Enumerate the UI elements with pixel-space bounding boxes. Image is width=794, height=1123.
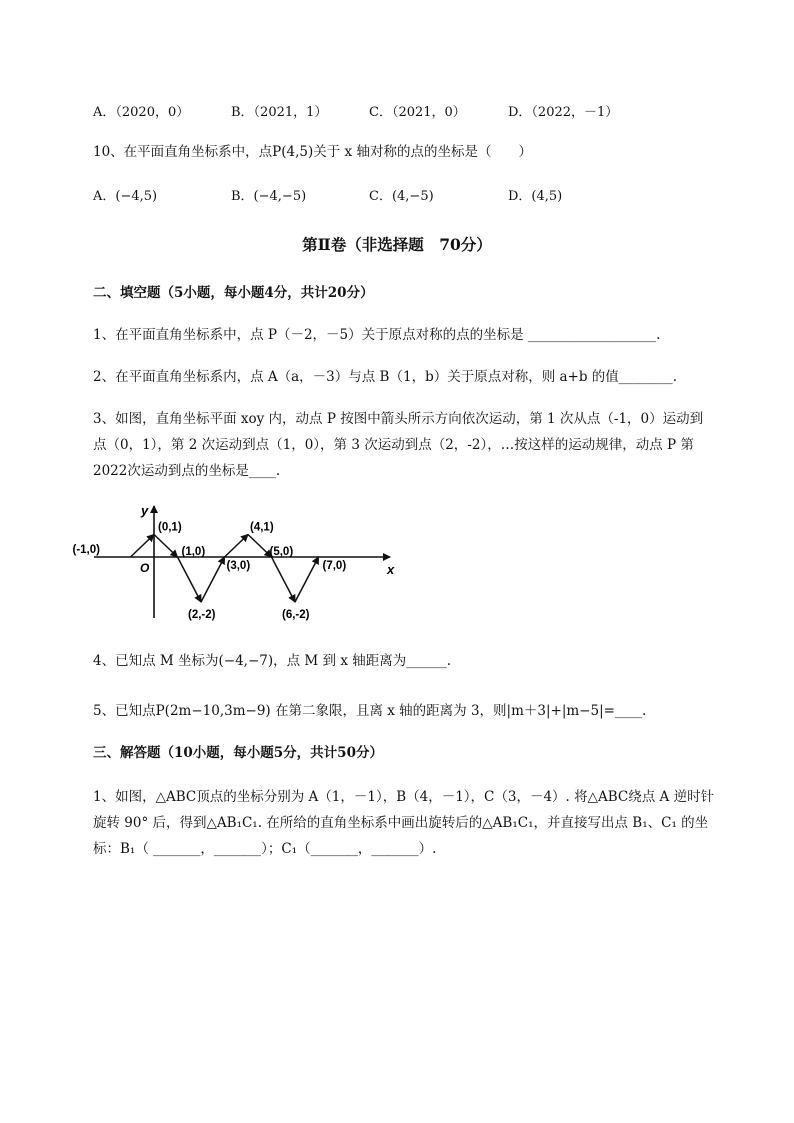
y-axis-label: y bbox=[141, 503, 149, 518]
point-label: (1,0) bbox=[181, 546, 206, 558]
q10-option-c: C．(4,−5) bbox=[369, 189, 434, 204]
q9-option-d: D．（2022，－1） bbox=[508, 105, 619, 120]
q10-stem: 10、在平面直角坐标系中，点P(4,5)关于 x 轴对称的点的坐标是（ ） bbox=[93, 144, 532, 160]
answer-section-header: 三、解答题（10小题，每小题5分，共计50分） bbox=[93, 745, 383, 761]
point-label: (2,-2) bbox=[188, 609, 216, 621]
path-segment bbox=[225, 535, 249, 558]
path-segment bbox=[272, 557, 296, 602]
q9-option-a: A．（2020，0） bbox=[93, 105, 190, 120]
fill-q2: 2、在平面直角坐标系内，点 A（a，－3）与点 B（1，b）关于原点对称，则 a+b 的值________. bbox=[93, 369, 678, 385]
motion-path bbox=[131, 535, 319, 603]
fill-q1: 1、在平面直角坐标系中，点 P（－2，－5）关于原点对称的点的坐标是 ___________________. bbox=[93, 327, 661, 343]
fill-q3-line3: 2022次运动到点的坐标是____. bbox=[93, 463, 281, 479]
q10-option-d: D．(4,5) bbox=[508, 189, 563, 204]
fill-q4: 4、已知点 M 坐标为(−4,−7)，点 M 到 x 轴距离为______. bbox=[93, 653, 452, 669]
point-label: (0,1) bbox=[158, 521, 182, 534]
q10-option-b: B．(−4,−5) bbox=[231, 189, 307, 204]
point-label: (6,-2) bbox=[282, 609, 310, 621]
point-label: (7,0) bbox=[322, 560, 347, 572]
path-segment bbox=[154, 535, 178, 558]
point-labels bbox=[73, 522, 347, 622]
point-label: (4,1) bbox=[250, 521, 274, 534]
fill-q3-line1: 3、如图，直角坐标平面 xoy 内，动点 P 按图中箭头所示方向依次运动，第 1 次从点（-1，0）运动到 bbox=[93, 411, 704, 427]
point-label: (-1,0) bbox=[72, 544, 100, 556]
origin-label: O bbox=[140, 561, 150, 575]
path-segment bbox=[178, 557, 202, 602]
q10-option-a: A．(−4,5) bbox=[93, 189, 158, 204]
point-label: (5,0) bbox=[269, 546, 294, 558]
answer-q1-line1: 1、如图，△ABC顶点的坐标分别为 A（1，－1），B（4，－1），C（3，－4）. 将△ABC绕点 A 逆时针 bbox=[93, 789, 715, 805]
path-segment bbox=[201, 557, 225, 602]
q9-option-c: C．（2021，0） bbox=[369, 105, 466, 120]
part2-title: 第Ⅱ卷（非选择题 70分） bbox=[302, 235, 492, 254]
fill-q5: 5、已知点P(2m−10,3m−9) 在第二象限，且离 x 轴的距离为 3，则|m＋3|+|m−5|=____. bbox=[93, 703, 647, 719]
answer-q1-line3: 标：B₁（ _______，_______）；C₁（_______，_______）. bbox=[93, 841, 437, 857]
path-segment bbox=[131, 535, 155, 558]
motion-figure bbox=[72, 500, 410, 622]
fill-q3-line2: 点（0，1），第 2 次运动到点（1，0），第 3 次运动到点（2，-2），…按这样的运动规律，动点 P 第 bbox=[93, 437, 694, 453]
answer-q1-line2: 旋转 90° 后，得到△AB₁C₁. 在所给的直角坐标系中画出旋转后的△AB₁C₁，并直接写出点 B₁、C₁ 的坐 bbox=[93, 815, 709, 831]
x-axis-label: x bbox=[387, 562, 395, 577]
q9-option-b: B．（2021，1） bbox=[231, 105, 328, 120]
path-segment bbox=[248, 535, 272, 558]
point-label: (3,0) bbox=[226, 560, 251, 572]
path-segment bbox=[295, 557, 319, 602]
fill-section-header: 二、填空题（5小题，每小题4分，共计20分） bbox=[93, 285, 374, 301]
